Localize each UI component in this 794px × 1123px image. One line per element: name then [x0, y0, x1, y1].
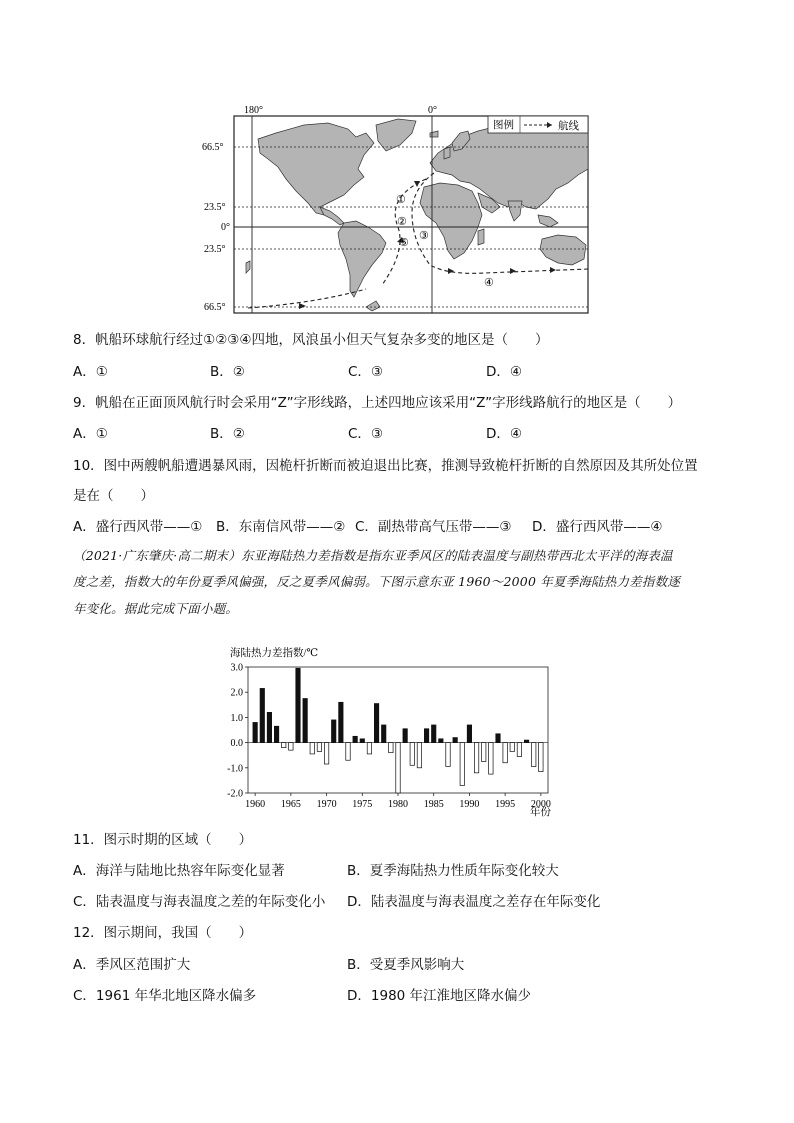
passage-line-2: 度之差，指数大的年份夏季风偏强，反之夏季风偏弱。下图示意东亚 1960～2000 年夏季海陆热力差指数逐	[73, 574, 680, 589]
bar-1974	[353, 736, 357, 742]
question-10-stem-line1: 10．图中两艘帆船遭遇暴风雨，因桅杆折断而被迫退出比赛，推测导致桅杆折断的自然原因及其所处位置	[73, 458, 698, 474]
bar-1993	[489, 743, 493, 775]
q12-option-c[interactable]: C．1961 年华北地区降水偏多	[73, 988, 257, 1004]
x-tick-label: 1995	[495, 799, 516, 810]
lat-label-23n: 23.5°	[204, 202, 226, 213]
question-9-stem: 9．帆船在正面顶风航行时会采用“Z”字形线路，上述四地应该采用“Z”字形线路航行的地区是（ ）	[73, 395, 682, 411]
bar-1972	[339, 702, 343, 742]
bar-1982	[410, 743, 414, 766]
bar-1967	[303, 699, 307, 743]
bar-1963	[274, 726, 278, 742]
bar-1992	[482, 743, 486, 762]
bar-1984	[424, 729, 428, 743]
bar-1999	[532, 743, 536, 767]
q12-option-a[interactable]: A．季风区范围扩大	[73, 957, 191, 973]
lat-label-66s: 66.5°	[204, 302, 226, 313]
x-tick-label: 1965	[280, 799, 301, 810]
q10-option-b[interactable]: B．东南信风带——②	[216, 519, 346, 535]
y-tick-label: -2.0	[227, 788, 243, 800]
point-2-label: ②	[397, 216, 407, 228]
chart-xlabel: 年份	[530, 807, 551, 818]
legend-title: 图例	[493, 120, 514, 131]
q12-option-b[interactable]: B．受夏季风影响大	[347, 957, 465, 973]
bar-1980	[396, 743, 400, 793]
bar-2000	[539, 743, 543, 772]
point-1-label: ①	[396, 194, 406, 206]
bar-1997	[517, 743, 521, 757]
x-tick-label: 1990	[459, 799, 480, 810]
q8-option-d[interactable]: D．④	[486, 364, 522, 380]
q11-option-c[interactable]: C．陆表温度与海表温度之差的年际变化小	[73, 894, 326, 910]
x-tick-label: 1985	[423, 799, 444, 810]
point-4-label: ④	[484, 277, 494, 289]
q9-option-a[interactable]: A．①	[73, 426, 108, 442]
bar-1960	[253, 722, 257, 742]
lat-label-0: 0°	[221, 222, 230, 233]
bar-1987	[446, 743, 450, 767]
bar-1975	[360, 739, 364, 743]
q9-option-b[interactable]: B．②	[210, 426, 245, 442]
question-12-stem: 12．图示期间，我国（ ）	[73, 925, 253, 941]
question-11-stem: 11．图示时期的区域（ ）	[73, 832, 253, 848]
chart-svg	[226, 645, 571, 817]
point-5-label: ⑤	[399, 237, 409, 249]
question-8-stem: 8．帆船环球航行经过①②③④四地，风浪虽小但天气复杂多变的地区是（ ）	[73, 332, 549, 348]
bar-1966	[296, 668, 300, 742]
bar-1970	[324, 743, 328, 764]
q9-option-c[interactable]: C．③	[348, 426, 384, 442]
q8-option-a[interactable]: A．①	[73, 364, 108, 380]
bar-1973	[346, 743, 350, 761]
thermal-index-chart	[226, 645, 571, 817]
q10-option-d[interactable]: D．盛行西风带——④	[532, 519, 663, 535]
q12-option-d[interactable]: D．1980 年江淮地区降水偏少	[347, 988, 532, 1004]
y-tick-label: 3.0	[230, 662, 243, 674]
bar-1965	[289, 743, 293, 751]
bar-1990	[467, 725, 471, 743]
lat-label-66n: 66.5°	[202, 142, 224, 153]
british-isles	[444, 147, 450, 159]
bar-1989	[460, 743, 464, 786]
x-tick-label: 1970	[316, 799, 337, 810]
bar-1996	[510, 743, 514, 752]
y-tick-label: -1.0	[227, 763, 243, 775]
passage-line-1: （2021·广东肇庆·高二期末）东亚海陆热力差指数是指东亚季风区的陆表温度与副热带西北太平洋的海表温	[73, 548, 673, 563]
madagascar	[478, 229, 484, 245]
bar-1983	[417, 743, 421, 768]
lon-label-0: 0°	[428, 105, 437, 116]
legend-route-label: 航线	[558, 121, 579, 132]
bar-1985	[432, 725, 436, 743]
q8-option-b[interactable]: B．②	[210, 364, 245, 380]
bar-1978	[382, 725, 386, 743]
q9-option-d[interactable]: D．④	[486, 426, 522, 442]
passage-line-3: 年变化。据此完成下面小题。	[73, 601, 239, 616]
bar-1962	[267, 712, 271, 742]
bar-1971	[332, 720, 336, 743]
q11-option-b[interactable]: B．夏季海陆热力性质年际变化较大	[347, 863, 559, 879]
point-3-label: ③	[419, 230, 429, 242]
q11-option-a[interactable]: A．海洋与陆地比热容年际变化显著	[73, 863, 285, 879]
x-tick-label: 1975	[352, 799, 373, 810]
bar-1991	[474, 743, 478, 773]
lat-label-23s: 23.5°	[204, 244, 226, 255]
lon-label-180: 180°	[244, 105, 263, 116]
bar-1979	[389, 743, 393, 753]
bar-1998	[524, 740, 528, 743]
bar-1977	[374, 704, 378, 743]
chart-ylabel: 海陆热力差指数/℃	[230, 648, 319, 659]
q10-option-a[interactable]: A．盛行西风带——①	[73, 519, 203, 535]
y-tick-label: 1.0	[230, 712, 243, 724]
q11-option-d[interactable]: D．陆表温度与海表温度之差存在年际变化	[347, 894, 601, 910]
bar-1976	[367, 743, 371, 754]
q10-option-c[interactable]: C．副热带高气压带——③	[355, 519, 512, 535]
map-figure	[202, 103, 592, 316]
y-tick-label: 0.0	[230, 738, 243, 750]
world-route-map	[202, 103, 592, 316]
bar-1968	[310, 743, 314, 754]
bar-1961	[260, 688, 264, 742]
y-tick-label: 2.0	[230, 687, 243, 699]
bar-1986	[439, 739, 443, 743]
x-tick-label: 1960	[245, 799, 266, 810]
bar-1995	[503, 743, 507, 763]
bar-1981	[403, 729, 407, 743]
question-10-stem-line2: 是在（ ）	[73, 488, 154, 504]
x-tick-label: 1980	[388, 799, 408, 810]
bar-1969	[317, 743, 321, 752]
bar-1988	[453, 738, 457, 743]
bar-1964	[282, 743, 286, 748]
bar-1994	[496, 734, 500, 743]
q8-option-c[interactable]: C．③	[348, 364, 384, 380]
x-tick-label: 2000	[530, 799, 551, 810]
